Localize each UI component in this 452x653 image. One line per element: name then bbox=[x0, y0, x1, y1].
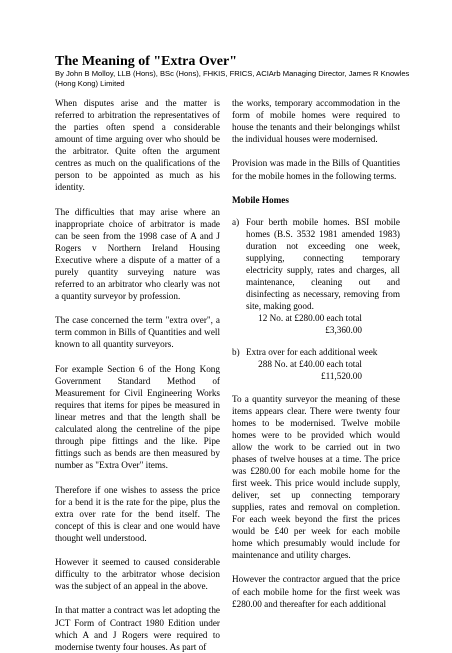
item-description: Four berth mobile homes. BSI mobile homes (B.S. 3532 1981 amended 1983) duration not exceeding one week, supplying, connecting temporary electricity supply, rates and charges, all maintenance, cleaning out and disinfecting as necessary, removing from site, making good. bbox=[246, 216, 400, 312]
paragraph: When disputes arise and the matter is referred to arbitration the representatives of the parties often spend a considerable amount of time arguing over who should be the arbitrator. Quite often the argument centres as much on the qualifications of the person to be appointed as much as his identity. bbox=[55, 98, 220, 193]
bill-item-a bbox=[232, 216, 400, 336]
paragraph: Therefore if one wishes to assess the price for a bend it is the rate for the pipe, plus the extra over rate for the bend itself. The concept of this is clear and one would have thought well understood. bbox=[55, 484, 220, 543]
item-quantity: 12 No. at £280.00 each total bbox=[258, 313, 362, 324]
section-heading: Mobile Homes bbox=[232, 194, 289, 205]
paragraph: In that matter a contract was let adopting the JCT Form of Contract 1980 Edition under which A and J Rogers were required to modernise twenty four houses. As part of bbox=[55, 605, 220, 652]
paragraph: However the contractor argued that the price of each mobile home for the first week was £280.00 and thereafter for each additional bbox=[232, 574, 400, 609]
paragraph: For example Section 6 of the Hong Kong Government Standard Method of Measurement for Civil Engineering Works requires that items for pipes be measured in linear metres and that the length shall be calculated along the centreline of the pipe through pipe fittings and the like. Pipe fittings such as bends are then measured by number as "Extra Over" items. bbox=[55, 363, 220, 471]
item-label: b) bbox=[232, 347, 240, 358]
item-total: £3,360.00 bbox=[325, 325, 362, 336]
paragraph: To a quantity surveyor the meaning of these items appears clear. There were twenty four homes to be modernised. Twelve mobile homes were to be provided which would allow the work to be carried out in two phases of twelve houses at a time. The price was £280.00 for each mobile home for the first week. This price would include supply, deliver, set up connecting temporary supplies, rates and removal on completion. For each week beyond the first the prices would be £40 per week for each mobile home which presumably would include for maintenance and utility charges. bbox=[232, 393, 400, 561]
article-title: The Meaning of "Extra Over" bbox=[55, 54, 237, 69]
item-description: Extra over for each additional week bbox=[246, 347, 378, 358]
paragraph: Provision was made in the Bills of Quantities for the mobile homes in the following terms. bbox=[232, 158, 400, 181]
left-column bbox=[55, 97, 220, 653]
paragraph: The difficulties that may arise where an inappropriate choice of arbitrator is made can be seen from the 1998 case of A and J Rogers v Northern Ireland Housing Executive where a dispute of a matter of a purely quantity surveying nature was referred to an arbitrator who clearly was not a quantity surveyor by profession. bbox=[55, 206, 220, 301]
article-byline: By John B Molloy, LLB (Hons), BSc (Hons), FHKIS, FRICS, ACIArb Managing Director, James R Knowles (Hong Kong) Limited bbox=[55, 69, 410, 88]
item-label: a) bbox=[232, 216, 240, 227]
bill-item-b bbox=[232, 346, 400, 382]
paragraph: the works, temporary accommodation in the form of mobile homes were required to house the tenants and their belongings whilst the individual houses were modernised. bbox=[232, 98, 400, 145]
right-column bbox=[232, 97, 400, 610]
paragraph: The case concerned the term "extra over", a term common in Bills of Quantities and well known to all quantity surveyors. bbox=[55, 315, 220, 350]
paragraph: However it seemed to caused considerable difficulty to the arbitrator whose decision was the subject of an appeal in the above. bbox=[55, 557, 220, 592]
item-total: £11,520.00 bbox=[320, 371, 362, 382]
item-quantity: 288 No. at £40.00 each total bbox=[258, 359, 362, 370]
